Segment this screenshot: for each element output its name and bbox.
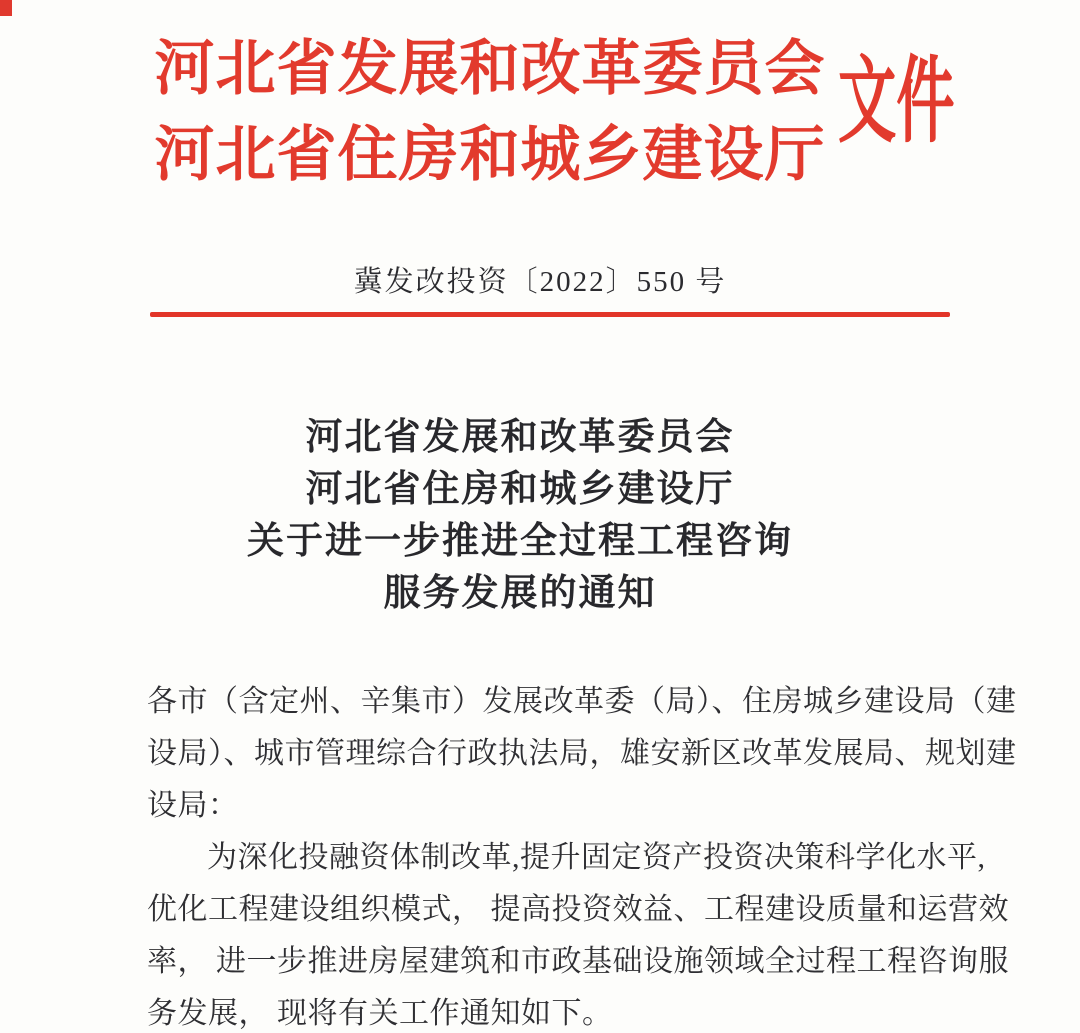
corner-scan-mark [0,0,12,16]
paragraph-line-3: 率， 进一步推进房屋建筑和市政基础设施领域全过程工程咨询服 [147,945,1009,978]
letterhead-org-line-2: 河北省住房和城乡建设厅 [154,122,826,188]
document-title-line-2: 河北省住房和城乡建设厅 [305,469,735,510]
letterhead-org-line-1: 河北省发展和改革委员会 [154,36,826,102]
salutation-line-2: 设局）、城市管理综合行政执法局，雄安新区改革发展局、规划建 [147,737,1017,770]
document-body [147,676,1017,1033]
document-title-line-3: 关于进一步推进全过程工程咨询 [247,521,793,562]
red-separator-line [150,312,950,317]
paragraph-line-4: 务发展， 现将有关工作通知如下。 [147,997,613,1030]
paragraph-line-2: 优化工程建设组织模式， 提高投资效益、工程建设质量和运营效 [147,893,1009,926]
document-title-line-4: 服务发展的通知 [383,573,657,614]
document-number: 冀发改投资〔2022〕550 号 [353,266,727,298]
paragraph-line-1: 为深化投融资体制改革,提升固定资产投资决策科学化水平, [207,841,986,874]
document-title-line-1: 河北省发展和改革委员会 [305,417,735,458]
letterhead-org-names [120,26,860,198]
doc-type-label: 文件 [838,50,955,154]
salutation-line-3: 设局： [147,789,239,822]
document-title [20,412,1020,620]
salutation-line-1: 各市（含定州、辛集市）发展改革委（局）、住房城乡建设局（建 [147,685,1017,718]
